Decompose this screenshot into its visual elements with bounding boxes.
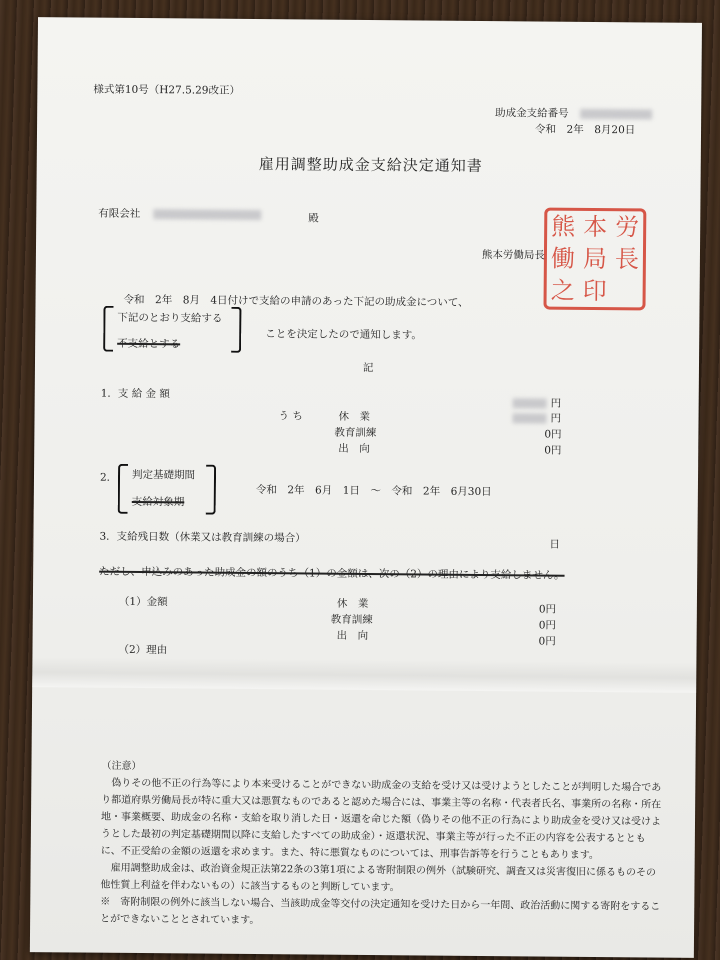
document-title: 雇用調整助成金支給決定通知書 [258, 155, 483, 175]
sub-row-training-label: 教育訓練 [330, 613, 373, 627]
row-secondment-value: 0円 [544, 444, 562, 457]
redacted-company-name [154, 209, 262, 220]
section2-num: 2． [99, 471, 118, 484]
redacted-payment-number [580, 109, 652, 120]
notes-paragraph-1: 偽りその他不正の行為等により本来受けることができない助成金の支給を受け又は受けようとしたことが判明した場合であり都道府県労働局長が特に重大又は悪質なものであると認めた場合には、事業主等の名称・代表者氏名、事業所の名称・所在地・事業概要、助成金の名称・支給を取り消した日・返還を命じた額（偽りその他不正の行為により助成金を受け又は受けようとした最初の判定基礎期間以降に支給したすべての助成金）・返還状況、事業主等が行った不正の内容を公表するとともに、不正受給の金額の返還を求めます。また、特に悪質なものについては、刑事告訴等を行うこともあります。 [100, 777, 662, 862]
left-bracket [103, 306, 113, 352]
issue-date: 令和 2年 8月20日 [534, 123, 636, 137]
sub-row-secondment-value: 0円 [538, 635, 556, 648]
redacted-leave-amount [512, 413, 546, 423]
total-amount: 円 [513, 397, 562, 410]
row-leave-value: 円 [512, 412, 561, 425]
section1-label: 1．支 給 金 額 [100, 387, 170, 401]
sub-row-leave-value: 0円 [538, 603, 557, 616]
redacted-amount [513, 398, 547, 408]
sub-row-leave-label: 休 業 [336, 597, 369, 611]
form-id: 様式第10号（H27.5.29改正） [93, 83, 241, 97]
breakdown-prefix: う ち [278, 410, 303, 423]
intro-line: 令和 2年 8月 4日付けで支給の申請のあった下記の助成金について、 [123, 293, 469, 309]
official-seal-stamp: 熊 本 労 働 局 長 之 印 [543, 208, 646, 311]
right-bracket [231, 307, 241, 353]
paper-fold [32, 657, 696, 693]
issuer: 熊本労働局長 [481, 248, 546, 262]
option-base-period: 判定基礎期間 [131, 468, 196, 482]
option-pay: 下記のとおり支給する [117, 311, 223, 325]
row-secondment-label: 出 向 [338, 442, 370, 456]
left-bracket-2 [118, 464, 128, 514]
honorific: 殿 [308, 212, 319, 225]
struck-provision: ただし、申込みのあった助成金の額のうち（1）の金額は、次の（2）の理由により支給しません。 [99, 565, 565, 582]
payment-number-label: 助成金支給番号 [495, 107, 569, 120]
period: 令和 2年 6月 1日 ～ 令和 2年 6月30日 [255, 484, 492, 499]
option-target-period-struck: 支給対象期 [131, 495, 185, 509]
row-leave-label: 休 業 [338, 410, 371, 424]
payment-number-row [495, 107, 652, 121]
notes-paragraph-3: ※ 寄附制限の例外に該当しない場合、当該助成金等交付の決定通知を受けた日から一年間、政治活動に関する寄附をすることができないこととされています。 [100, 896, 661, 927]
sub2-label: （2）理由 [118, 643, 168, 657]
row-training-value: 0円 [544, 428, 562, 441]
option-no-pay-struck: 不支給とする [117, 337, 181, 351]
remaining-days-unit: 日 [549, 538, 560, 551]
section3-label: 3．支給残日数（休業又は教育訓練の場合） [99, 530, 306, 545]
sub1-label: （1）金額 [118, 595, 168, 609]
row-training-label: 教育訓練 [334, 426, 377, 440]
company-prefix: 有限会社 [98, 207, 141, 221]
sub-row-training-value: 0円 [538, 619, 556, 632]
notes-section [100, 758, 661, 933]
right-bracket-2 [206, 465, 216, 515]
sub-row-secondment-label: 出 向 [336, 629, 369, 643]
notes-paragraph-2: 雇用調整助成金は、政治資金規正法第22条の3第1項による寄附制限の例外（試験研究、調査又は災害復旧に係るものその他性質上利益を伴わないもの）に該当するものと判断しています。 [100, 862, 657, 894]
decision-suffix: ことを決定したので通知します。 [265, 328, 422, 342]
notice-document [30, 17, 702, 958]
notes-heading: （注意） [101, 760, 142, 773]
ki-marker: 記 [362, 361, 374, 375]
recipient-line [98, 208, 261, 222]
